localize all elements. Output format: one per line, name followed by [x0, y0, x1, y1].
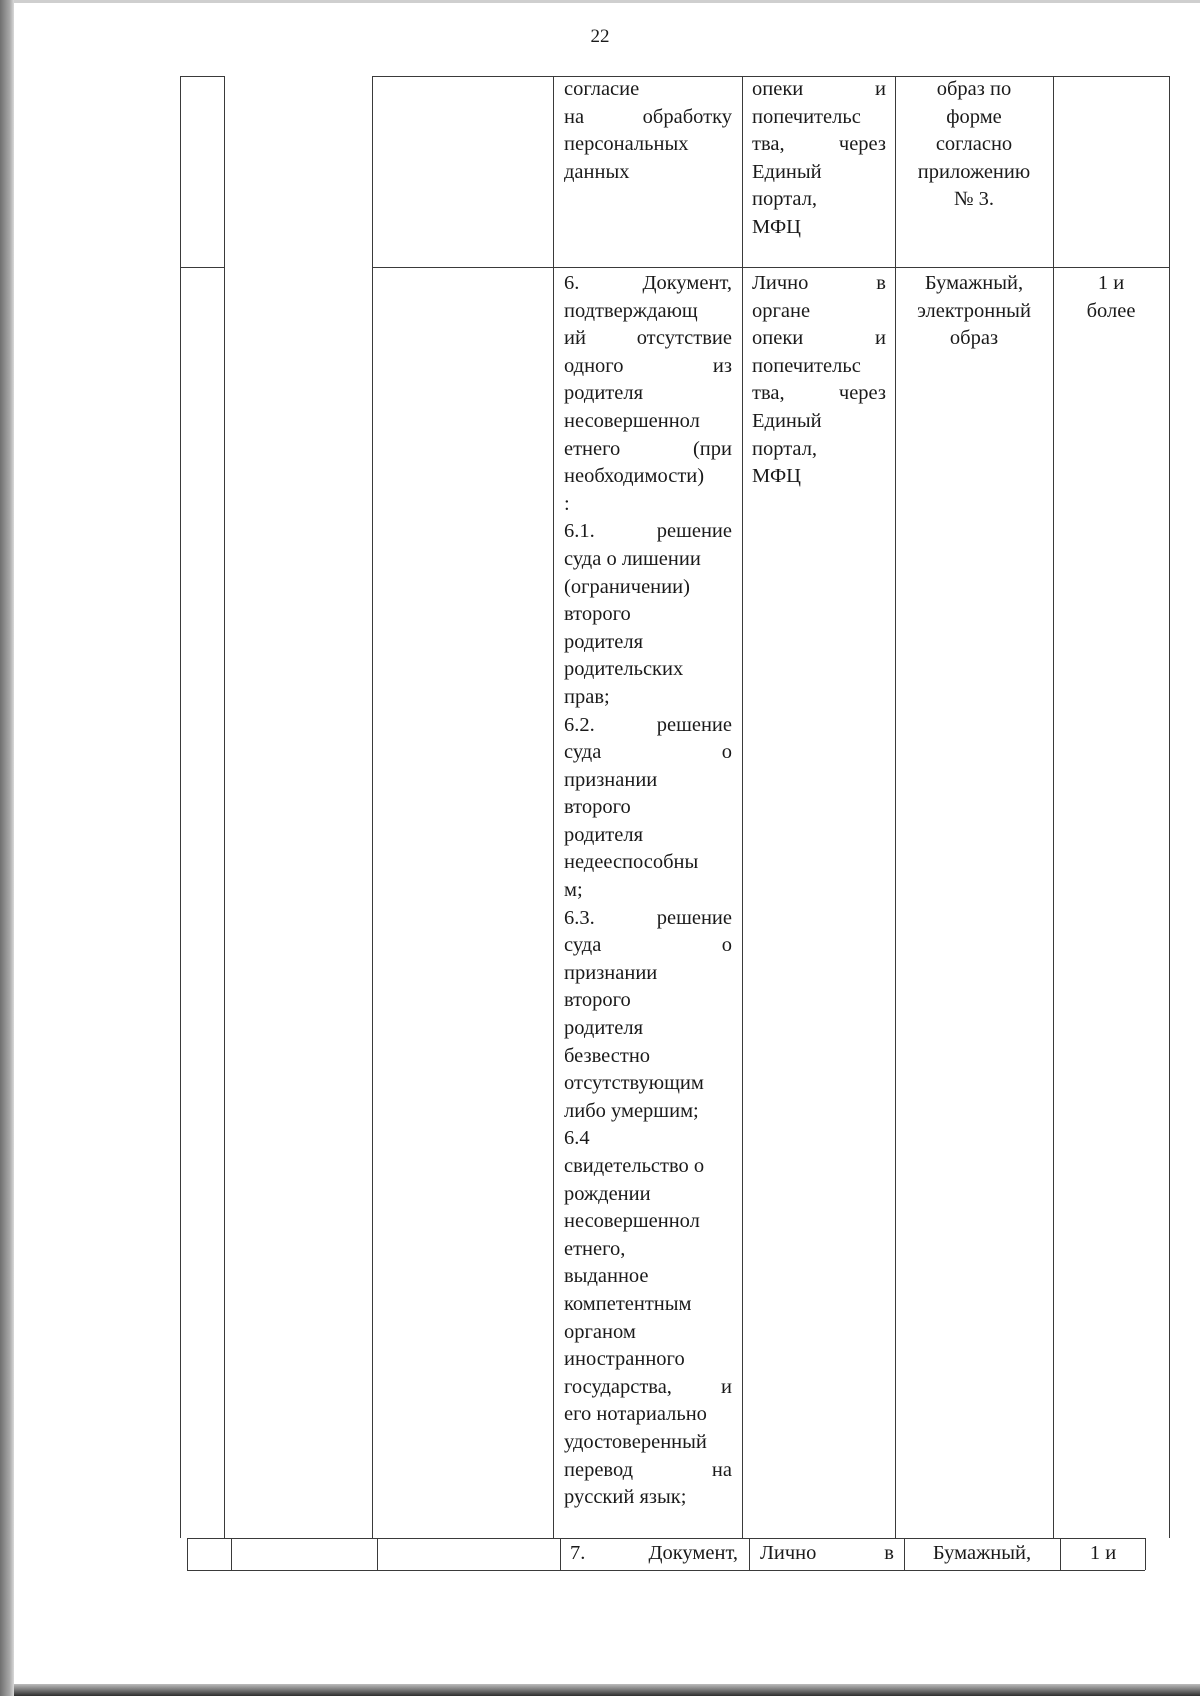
cell-line: родителя: [564, 382, 644, 405]
cell-line: недееспособны: [564, 851, 699, 874]
cell-line: второго: [564, 603, 631, 626]
cell-line: родителя: [564, 630, 644, 653]
table-line: [749, 1538, 750, 1570]
cell-line: безвестно: [564, 1044, 651, 1067]
cell-line: его нотариально: [564, 1403, 707, 1426]
cell-line: персональных: [564, 133, 689, 156]
cell-line: подтверждающ: [564, 299, 698, 322]
cell-line: МФЦ: [752, 215, 801, 238]
table-line: [372, 76, 373, 1538]
cell-line: 1 и: [1089, 1542, 1117, 1564]
cell-line: :: [564, 492, 570, 515]
table-line: [372, 267, 1169, 268]
cell-line: родителя: [564, 823, 644, 846]
table-line: [1053, 76, 1054, 1538]
cell-line: Единый: [752, 409, 822, 432]
cell-form-7: [908, 1540, 1056, 1568]
cell-line: государства, и: [564, 1375, 732, 1398]
cell-line: необходимости): [564, 465, 705, 488]
cell-line: 1 и: [1097, 272, 1125, 294]
cell-line: приложению: [917, 160, 1031, 183]
cell-line: 6.1. решение: [564, 520, 732, 543]
cell-document-6: [564, 270, 732, 1512]
cell-line: данных: [564, 160, 630, 183]
cell-line: ий отсутствие: [564, 327, 732, 350]
cell-line: перевод на: [564, 1458, 732, 1481]
cell-line: портал,: [752, 437, 818, 460]
cell-line: прав;: [564, 685, 610, 708]
cell-line: форме: [946, 105, 1002, 128]
cell-quantity-7: [1062, 1540, 1144, 1568]
cell-method-6: [752, 270, 886, 491]
table-line: [180, 76, 181, 1538]
table-line: [187, 1538, 188, 1570]
cell-line: етнего (при: [564, 437, 732, 460]
cell-form-consent: [900, 76, 1048, 214]
cell-line: суда о: [564, 741, 732, 764]
scan-shadow-top: [14, 0, 1200, 3]
page-number: 22: [590, 26, 610, 47]
cell-line: признании: [564, 961, 658, 984]
cell-line: на обработку: [564, 105, 732, 128]
cell-line: Лично в: [752, 272, 886, 294]
table-line: [1060, 1538, 1061, 1570]
cell-document-consent: [564, 76, 732, 186]
table-line: [224, 76, 225, 1538]
cell-line: органе: [752, 299, 811, 322]
cell-line: родителя: [564, 1017, 644, 1040]
cell-line: несовершеннол: [564, 1210, 700, 1233]
cell-line: согласие: [564, 78, 640, 100]
table-line: [1169, 76, 1170, 1538]
cell-line: одного из: [564, 354, 732, 377]
cell-line: № 3.: [953, 188, 995, 211]
cell-line: более: [1086, 299, 1136, 322]
cell-line: МФЦ: [752, 465, 801, 488]
cell-line: 6.2. решение: [564, 713, 732, 736]
cell-line: либо умершим;: [564, 1099, 699, 1122]
cell-line: Бумажный,: [932, 1542, 1032, 1564]
cell-line: (ограничении): [564, 575, 690, 598]
table-line: [553, 76, 554, 1538]
cell-line: свидетельство о: [564, 1155, 705, 1177]
cell-line: опеки и: [752, 78, 886, 100]
cell-line: портал,: [752, 188, 818, 211]
table-line: [187, 1538, 1145, 1539]
cell-line: выданное: [564, 1265, 649, 1288]
cell-line: етнего,: [564, 1237, 626, 1260]
cell-line: рождении: [564, 1182, 651, 1205]
cell-document-7: [570, 1540, 738, 1568]
table-line: [742, 76, 743, 1538]
cell-line: согласно: [935, 133, 1013, 156]
cell-line: опеки и: [752, 327, 886, 350]
table-line: [1145, 1538, 1146, 1570]
cell-line: компетентным: [564, 1292, 692, 1315]
cell-line: попечительс: [752, 105, 861, 128]
cell-line: образ: [949, 327, 999, 350]
cell-line: суда о: [564, 934, 732, 957]
cell-line: Лично в: [760, 1542, 894, 1564]
cell-line: Единый: [752, 160, 822, 183]
table-line: [180, 76, 224, 77]
cell-line: 7. Документ,: [570, 1542, 738, 1564]
cell-line: попечительс: [752, 354, 861, 377]
cell-line: второго: [564, 989, 631, 1012]
cell-line: удостоверенный: [564, 1430, 707, 1453]
cell-method-consent: [752, 76, 886, 242]
cell-line: тва, через: [752, 382, 886, 405]
cell-line: родительских: [564, 658, 684, 681]
cell-line: тва, через: [752, 133, 886, 156]
scan-shadow-bottom: [14, 1684, 1200, 1696]
cell-line: органом: [564, 1320, 636, 1343]
cell-line: признании: [564, 768, 658, 791]
cell-line: русский язык;: [564, 1486, 687, 1509]
cell-line: 6.4: [564, 1127, 590, 1150]
cell-method-7: [760, 1540, 894, 1568]
cell-line: второго: [564, 796, 631, 819]
table-line: [560, 1538, 561, 1570]
table-line: [180, 267, 224, 268]
cell-line: 6. Документ,: [564, 272, 732, 294]
table-line: [187, 1570, 1145, 1571]
cell-line: иностранного: [564, 1348, 685, 1371]
table-line: [904, 1538, 905, 1570]
cell-line: м;: [564, 879, 583, 902]
table-line: [377, 1538, 378, 1570]
table-line: [231, 1538, 232, 1570]
cell-line: электронный: [917, 299, 1031, 322]
cell-form-6: [900, 270, 1048, 353]
scan-shadow-left: [0, 0, 14, 1696]
cell-line: суда о лишении: [564, 547, 701, 570]
table-line: [895, 76, 896, 1538]
cell-line: отсутствующим: [564, 1072, 704, 1095]
cell-line: образ по: [936, 78, 1012, 100]
cell-line: Бумажный,: [924, 272, 1024, 294]
cell-quantity-6: [1056, 270, 1166, 325]
cell-line: несовершеннол: [564, 409, 700, 432]
cell-line: 6.3. решение: [564, 906, 732, 929]
